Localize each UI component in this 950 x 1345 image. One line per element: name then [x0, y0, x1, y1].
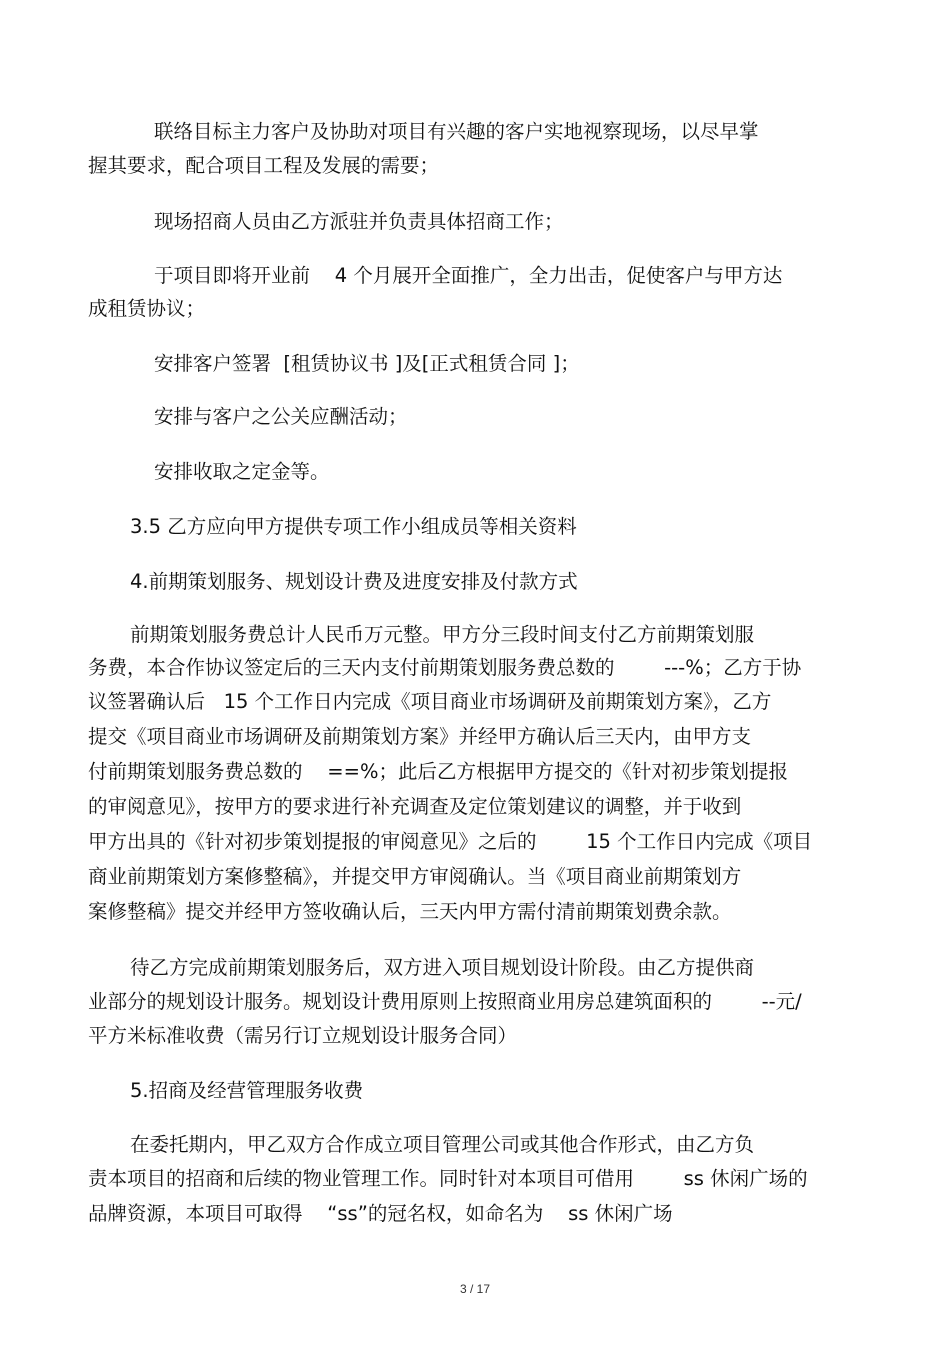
text-line: 安排与客户之公关应酬活动； — [154, 405, 408, 428]
text-line: 待乙方完成前期策划服务后，双方进入项目规划设计阶段。由乙方提供商 — [130, 956, 755, 979]
text-line: 议签署确认后 15 个工作日内完成《项目商业市场调研及前期策划方案》，乙方 — [88, 690, 772, 713]
text-line: 提交《项目商业市场调研及前期策划方案》并经甲方确认后三天内，由甲方支 — [88, 725, 752, 748]
text-line: 务费，本合作协议签定后的三天内支付前期策划服务费总数的 ---%；乙方于协 — [88, 656, 802, 679]
section-heading: 4.前期策划服务、规划设计费及进度安排及付款方式 — [130, 570, 578, 593]
text-line: 于项目即将开业前 4 个月展开全面推广，全力出击，促使客户与甲方达 — [154, 264, 783, 287]
text-line: 平方米标准收费（需另行订立规划设计服务合同） — [88, 1024, 518, 1047]
text-line: 付前期策划服务费总数的 ==%；此后乙方根据甲方提交的《针对初步策划提报 — [88, 760, 789, 783]
section-heading: 3.5 乙方应向甲方提供专项工作小组成员等相关资料 — [130, 515, 577, 538]
text-line: 案修整稿》提交并经甲方签收确认后，三天内甲方需付清前期策划费余款。 — [88, 900, 732, 923]
section-heading: 5.招商及经营管理服务收费 — [130, 1079, 364, 1102]
text-line: 在委托期内，甲乙双方合作成立项目管理公司或其他合作形式，由乙方负 — [130, 1133, 755, 1156]
text-line: 联络目标主力客户及协助对项目有兴趣的客户实地视察现场，以尽早掌 — [154, 120, 759, 143]
text-line: 成租赁协议； — [88, 297, 206, 320]
text-line: 安排客户签署 [租赁协议书 ]及[正式租赁合同 ]； — [154, 352, 580, 375]
text-line: 甲方出具的《针对初步策划提报的审阅意见》之后的 15 个工作日内完成《项目 — [88, 830, 813, 853]
text-line: 责本项目的招商和后续的物业管理工作。同时针对本项目可借用 ss 休闲广场的 — [88, 1167, 808, 1190]
text-line: 前期策划服务费总计人民币万元整。甲方分三段时间支付乙方前期策划服 — [130, 623, 755, 646]
text-line: 业部分的规划设计服务。规划设计费用原则上按照商业用房总建筑面积的 --元/ — [88, 990, 802, 1013]
text-line: 现场招商人员由乙方派驻并负责具体招商工作； — [154, 210, 564, 233]
text-line: 品牌资源，本项目可取得 “ss”的冠名权，如命名为 ss 休闲广场 — [88, 1202, 673, 1225]
text-line: 安排收取之定金等。 — [154, 460, 330, 483]
text-line: 商业前期策划方案修整稿》，并提交甲方审阅确认。当《项目商业前期策划方 — [88, 865, 742, 888]
text-line: 的审阅意见》，按甲方的要求进行补充调查及定位策划建议的调整，并于收到 — [88, 795, 742, 818]
page-number: 3 / 17 — [459, 1282, 491, 1296]
text-line: 握其要求，配合项目工程及发展的需要； — [88, 154, 440, 177]
